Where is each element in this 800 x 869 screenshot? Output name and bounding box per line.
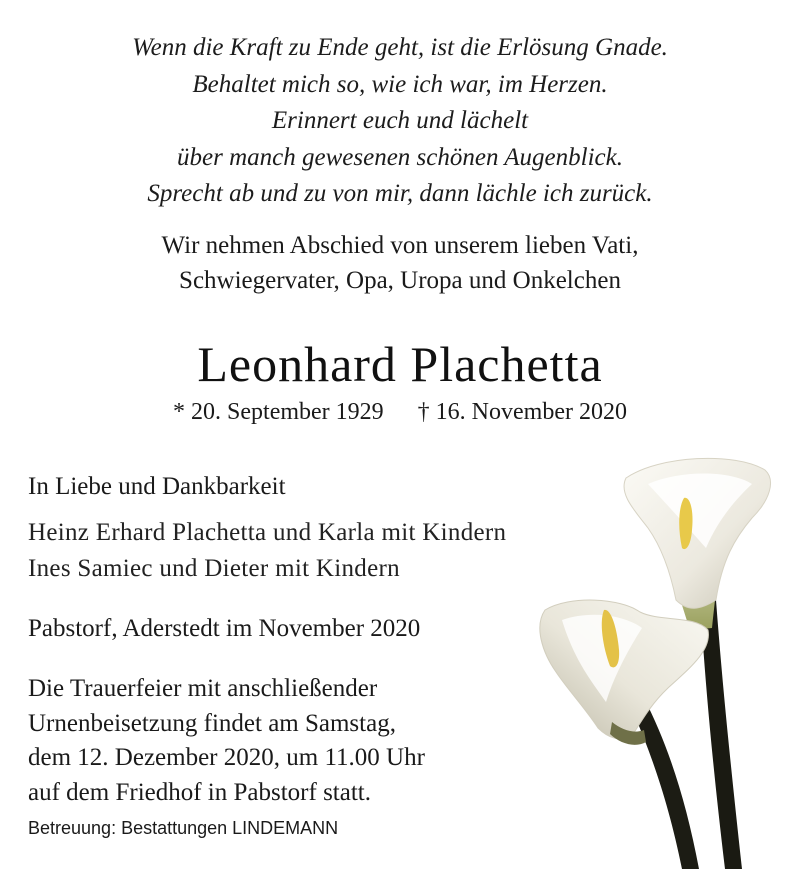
life-dates (0, 396, 800, 428)
lily-throat-shape (660, 540, 722, 630)
stem-shape (628, 698, 699, 869)
place-date: Pabstorf, Aderstedt im November 2020 (28, 615, 421, 642)
lily-base-shape (610, 722, 646, 745)
deceased-name: Leonhard Plachetta (197, 336, 603, 392)
poem-line: über manch gewesenen schönen Augenblick. (177, 143, 623, 171)
spadix-shape (679, 498, 692, 549)
poem-line: Erinnert euch und lächelt (271, 107, 529, 134)
spadix-shape (602, 610, 619, 667)
thanks-line: In Liebe und Dankbarkeit (28, 473, 286, 500)
lily-inner-shape (648, 474, 752, 549)
intro-line: Wir nehmen Abschied von unserem lieben Vati, (161, 232, 639, 259)
poem-line: Sprecht ab und zu von mir, dann lächle ich zurück. (147, 180, 653, 207)
ceremony-line: Die Trauerfeier mit anschließender (28, 675, 378, 702)
farewell-intro (0, 228, 800, 298)
ceremony-line: auf dem Friedhof in Pabstorf statt. (28, 778, 371, 806)
intro-line: Schwiegervater, Opa, Uropa und Onkelchen (179, 267, 621, 294)
ceremony-line: dem 12. Dezember 2020, um 11.00 Uhr (28, 744, 425, 771)
poem-line: Behaltet mich so, wie ich war, im Herzen. (192, 70, 608, 98)
stem-shape (700, 600, 742, 869)
funeral-home: Betreuung: Bestattungen LINDEMANN (28, 818, 339, 838)
birth-date: * 20. September 1929 (173, 399, 384, 425)
poem-line: Wenn die Kraft zu Ende geht, ist die Erlösung Gnade. (132, 34, 668, 61)
ceremony-info (28, 672, 425, 810)
family-member: Ines Samiec und Dieter mit Kindern (28, 555, 400, 582)
family-list (28, 515, 506, 587)
lily-petal-shape (540, 600, 709, 739)
lily-petal-shape (624, 458, 771, 608)
lily-inner-shape (562, 615, 642, 702)
poem (0, 30, 800, 213)
ceremony-line: Urnenbeisetzung findet am Samstag, (28, 709, 396, 737)
death-date: † 16. November 2020 (417, 399, 627, 425)
family-member: Heinz Erhard Plachetta und Karla mit Kindern (28, 519, 507, 546)
